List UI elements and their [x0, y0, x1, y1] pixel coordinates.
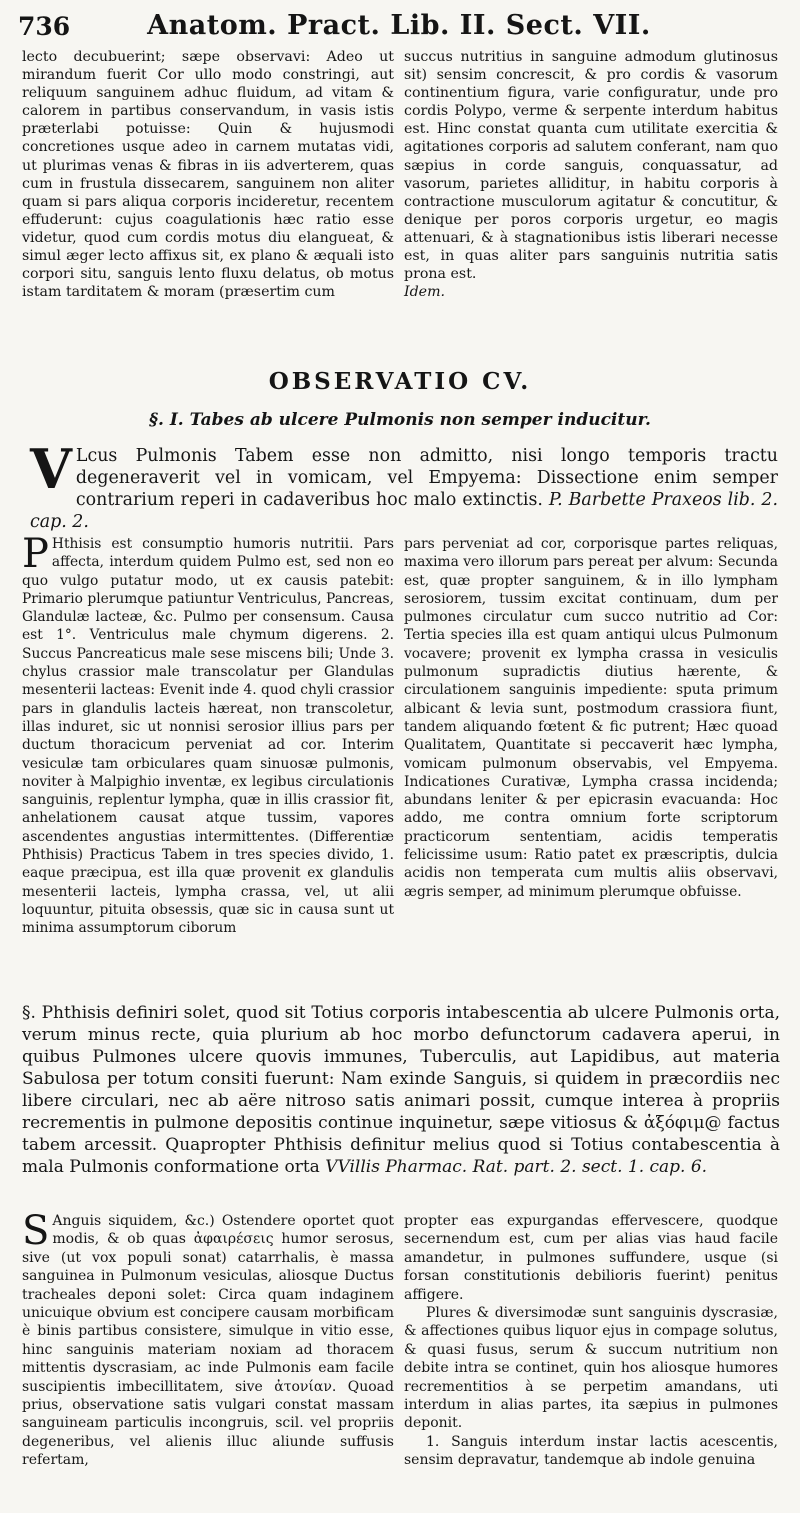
sanguis-right-column: [404, 1212, 778, 1470]
phthisis-dropcap: P: [22, 531, 49, 577]
sanguis-right-para3: 1. Sanguis interdum instar lactis acescentis, sensim depravatur, tandemque ab indole genuina: [404, 1433, 778, 1469]
definition-paragraph: [22, 1002, 780, 1178]
running-title: Anatom. Pract. Lib. II. Sect. VII.: [147, 10, 651, 41]
page-number: 736: [18, 12, 71, 41]
page-header: [18, 8, 780, 46]
sanguis-dropcap: S: [22, 1208, 50, 1254]
lead-dropcap: V: [30, 437, 72, 501]
definition-citation: VVillis Pharmac. Rat. part. 2. sect. 1. cap. 6.: [325, 1157, 708, 1177]
definition-text: §. Phthisis definiri solet, quod sit Totius corporis intabescentia ab ulcere Pulmonis orta, verum minus recte, quia plurium ab hoc morbo defunctorum cadavera aperui, in quibus Pulmones ulcere quovis immunes, Tuberculis, aut Lapidibus, aut materia Sabulosa per totum consiti fuerunt: Nam exinde Sanguis, si quidem in præcordiis nec libere circulari, nec ab aëre nitroso satis animari possit, cumque interea à propriis recrementis in pulmone depositis continue inquinetur, sæpe vitiosus & ἀξόφιμ@ factus tabem arcessit. Quapropter Phthisis definitur melius quod si Totius contabescentia à mala Pulmonis conformatione orta: [22, 1003, 780, 1177]
sanguis-left-column: [22, 1208, 394, 1470]
sanguis-right-para2: Plures & diversimodæ sunt sanguinis dyscrasiæ, & affectiones quibus liquor ejus in compage solutus, & quasi fusus, serum & succum nutritium non debite intra se continet, quin hos aliosque humores recrementitios à se perpetim amandans, uti interdum in alias partes, ita sæpius in pulmones deponit.: [404, 1305, 778, 1432]
signature-idem: Idem.: [404, 284, 446, 301]
top-left-column: [22, 48, 394, 301]
section-title: §. I. Tabes ab ulcere Pulmonis non semper inducitur.: [149, 410, 651, 430]
sanguis-right-text: propter eas expurgandas effervescere, quodque secernendum est, cum per alias vias haud facile amandetur, in pulmones suffundere, usque (si forsan constitutionis debilioris fuerint) penitus affigere.: [404, 1213, 778, 1303]
phthisis-right-column: [404, 535, 778, 901]
top-left-text: lecto decubuerint; sæpe observavi: Adeo ut mirandum fuerit Cor ullo modo constringi, aut reliquum sanguinem adhuc fluidum, ad vitam & calorem in partibus conservandum, in vasis istis præterlabi potuisse: Quin & hujusmodi concretiones usque adeo in carnem mutatas vidi, ut plurimas venas & fibras in iis adverterem, quas cum in frustula dissecarem, sanguinem non aliter quam si pars aliqua corporis incideretur, recentem effuderunt: cujus coagulationis hæc ratio esse videtur, quod cum cordis motus diu elangueat, & simul æger lecto affixus sit, ex plano & æquali isto corpori situ, sanguis lento fluxu delatus, ob motus istam tarditatem & moram (præsertim cum: [22, 49, 394, 301]
phthisis-left-column: [22, 531, 394, 938]
phthisis-left-text: Hthisis est consumptio humoris nutritii. Pars affecta, interdum quidem Pulmo est, sed non eo quo vulgo putatur modo, ut ex causis patebit: Primario plerumque patiuntur Ventriculus, Pancreas, Glandulæ lacteæ, &c. Pulmo per consensum. Causa est 1°. Ventriculus male chymum digerens. 2. Succus Pancreaticus male sese miscens bili; Unde 3. chylus crassior male transcolatur per Glandulas mesenterii lacteas: Evenit inde 4. quod chyli crassior pars in glandulis lacteis hæreat, non transcoletur, illas induret, sic ut nonnisi serosior illius pars per ductum thoracicum perveniat ad cor. Interim vesiculæ tam orbiculares quam sinuosæ pulmonis, noviter à Malpighio inventæ, ex legibus circulationis sanguinis, replentur lympha, quæ in illis crassior fit, anhelationem causat atque tussim, vapores ascendentes angustias intermittentes. (Differentiæ Phthisis) Practicus Tabem in tres species divido, 1. eaque præcipua, est illa quæ provenit ex glandulis mesenterii lacteis, lympha crassa, vel, ut alii loquuntur, pituita obsessis, quæ sic in causa sunt ut minima assumptorum ciborum: [22, 536, 394, 937]
lead-citation: P. Barbette Praxeos lib. 2. cap. 2.: [30, 490, 778, 532]
phthisis-right-text: pars perveniat ad cor, corporisque partes reliquas, maxima vero illorum pars pereat per alvum: Secunda est, quæ propter sanguinem, & in illo lympham serosiorem, tussim excitat continuam, dum per pulmones circulatur cum succo nutritio ad Cor: Tertia species illa est quam antiqui ulcus Pulmonum vocavere; provenit ex lympha crassa in vesiculis pulmonum supradictis diutius hærente, & circulationem sanguinis impediente: sputa primum albicant & levia sunt, postmodum crassiora fiunt, tandem aliquando fœtent & fic putrent; Hæc quoad Qualitatem, Quantitate si peccaverit hæc lympha, vomicam pulmonum observabis, vel Empyema. Indicationes Curativæ, Lympha crassa incidenda; abundans leniter & per epicrasin evacuanda: Hoc addo, me contra omnium forte scriptorum practicorum sententiam, acidis temperatis felicissime usum: Ratio patet ex præscriptis, dulcia acidis non temperata cum multis aliis observavi, ægris semper, ad minimum plerumque obfuisse.: [404, 536, 778, 900]
observation-title: OBSERVATIO CV.: [268, 368, 532, 395]
lead-text: Lcus Pulmonis Tabem esse non admitto, nisi longo temporis tractu degeneraverit vel in vomicam, vel Empyema: Dissectione enim semper contrarium reperi in cadaveribus hoc malo extinctis.: [75, 446, 778, 510]
sanguis-left-text: Anguis siquidem, &c.) Ostendere oportet quot modis, & ob quas ἀφαιρέσεις humor serosus, sive (ut vox populi sonat) catarrhalis, è massa sanguinea in Pulmonum vesiculas, aliosque Ductus tracheales deponi solet: Circa quam indaginem unicuique obvium est concipere causam morbificam è binis partibus consistere, simulque in vitio esse, hinc sanguinis materiam noxiam ad thoracem mittentis dyscrasiam, ac inde Pulmonis eam facile suscipientis imbecillitatem, sive ἀτονίαν. Quoad prius, observatione satis vulgari constat massam sanguineam particulis incongruis, scil. vel propriis degeneribus, vel alienis illuc aliunde suffusis refertam,: [22, 1213, 394, 1469]
lead-paragraph: [30, 437, 778, 533]
top-right-text: succus nutritius in sanguine admodum glutinosus sit) sensim concrescit, & pro cordis & vasorum continentium figura, varie configuratur, unde pro cordis Polypo, verme & serpente interdum habitus est. Hinc constat quanta cum utilitate exercitia & agitationes corporis ad salutem conferant, nam quo sæpius in corde sanguis, conquassatur, ad vasorum, parietes allidituṛ, in habitu corporis à contractione musculorum agitatur & concutitur, & denique per poros corporis urgetur, eo magis attenuari, & à stagnationibus istis liberari necesse est, in quas aliter pars sanguinis nutritia satis prona est.: [404, 49, 778, 283]
top-right-column: [404, 48, 778, 301]
